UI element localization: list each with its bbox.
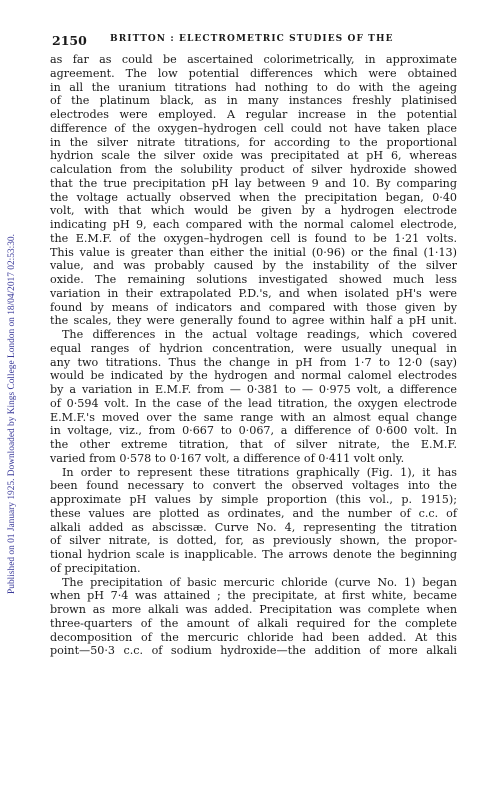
text-line: the other extreme titration, that of silver nitrate, the E.M.F.: [50, 438, 457, 451]
text-line: brown as more alkali was added. Precipitation was complete when: [50, 603, 457, 616]
text-line: varied from 0·578 to 0·167 volt, a difference of 0·411 volt only.: [50, 451, 405, 465]
text-line: hydrion scale the silver oxide was precipitated at pH 6, whereas: [50, 149, 457, 163]
text-line: agreement. The low potential differences which were obtained: [50, 66, 457, 80]
text-line: In order to represent these titrations graphically (Fig. 1), it has: [62, 465, 457, 479]
text-line: that the true precipitation pH lay between 9 and 10. By comparing: [50, 176, 457, 190]
text-line: volt, with that which would be given by a hydrogen electrode: [50, 204, 457, 218]
download-watermark: [2, 96, 22, 732]
text-line: when pH 7·4 was attained ; the precipitate, at first white, became: [50, 589, 457, 603]
text-line: approximate pH values by simple proportion (this vol., p. 1915);: [50, 493, 457, 506]
text-line: alkali added as abscissæ. Curve No. 4, representing the titration: [50, 520, 457, 534]
text-line: of the platinum black, as in many instances freshly platinised: [50, 94, 457, 108]
page-header: [52, 33, 452, 51]
text-line: The precipitation of basic mercuric chloride (curve No. 1) began: [62, 575, 457, 589]
text-line: electrodes were employed. A regular increase in the potential: [50, 108, 457, 121]
text-line: decomposition of the mercuric chloride had been added. At this: [50, 630, 457, 644]
text-line: found by means of indicators and compared with those given by: [50, 300, 457, 314]
text-line: value, and was probably caused by the instability of the silver: [50, 259, 457, 273]
text-line: The differences in the actual voltage readings, which covered: [62, 328, 457, 341]
running-head: BRITTON : ELECTROMETRIC STUDIES OF THE: [110, 34, 394, 44]
text-line: been found necessary to convert the observed voltages into the: [50, 479, 457, 493]
download-notice[interactable]: Published on 01 January 1925. Downloaded by Kings College London on 18/04/2017 02:53:30.: [7, 234, 17, 594]
text-line: the voltage actually observed when the precipitation began, 0·40: [50, 190, 457, 204]
text-line: in all the uranium titrations had nothing to do with the ageing: [50, 80, 457, 94]
text-line: three-quarters of the amount of alkali required for the complete: [50, 616, 457, 630]
text-line: the scales, they were generally found to agree within half a pH unit.: [50, 314, 457, 328]
text-line: in voltage, viz., from 0·667 to 0·067, a difference of 0·600 volt. In: [50, 424, 457, 438]
text-line: of 0·594 volt. In the case of the lead titration, the oxygen electrode: [50, 396, 457, 410]
text-line: the E.M.F. of the oxygen–hydrogen cell is found to be 1·21 volts.: [50, 231, 457, 245]
page-number: 2150: [52, 33, 87, 48]
text-line: variation in their extrapolated P.D.'s, and when isolated pH's were: [50, 286, 457, 300]
text-line: oxide. The remaining solutions investigated showed much less: [50, 273, 457, 286]
text-line: by a variation in E.M.F. from — 0·381 to — 0·975 volt, a difference: [50, 383, 457, 396]
text-line: indicating pH 9, each compared with the normal calomel electrode,: [50, 218, 457, 231]
text-line: of precipitation.: [50, 561, 141, 575]
text-line: of silver nitrate, is dotted, for, as previously shown, the propor-: [50, 534, 457, 548]
text-line: This value is greater than either the initial (0·96) or the final (1·13): [50, 245, 457, 259]
body-text: [50, 53, 457, 658]
text-line: equal ranges of hydrion concentration, were usually unequal in: [50, 341, 457, 355]
text-line: would be indicated by the hydrogen and normal calomel electrodes: [50, 369, 457, 383]
text-line: calculation from the solubility product of silver hydroxide showed: [50, 163, 457, 176]
text-line: any two titrations. Thus the change in pH from 1·7 to 12·0 (say): [50, 355, 457, 369]
text-line: these values are plotted as ordinates, and the number of c.c. of: [50, 506, 457, 520]
text-line: tional hydrion scale is inapplicable. The arrows denote the beginning: [50, 548, 457, 561]
text-line: difference of the oxygen–hydrogen cell could not have taken place: [50, 121, 457, 135]
text-line: E.M.F.'s moved over the same range with an almost equal change: [50, 410, 457, 424]
text-line: in the silver nitrate titrations, for according to the proportional: [50, 135, 457, 149]
text-line: as far as could be ascertained colorimetrically, in approximate: [50, 53, 457, 66]
text-line: point—50·3 c.c. of sodium hydroxide—the addition of more alkali: [50, 644, 457, 658]
